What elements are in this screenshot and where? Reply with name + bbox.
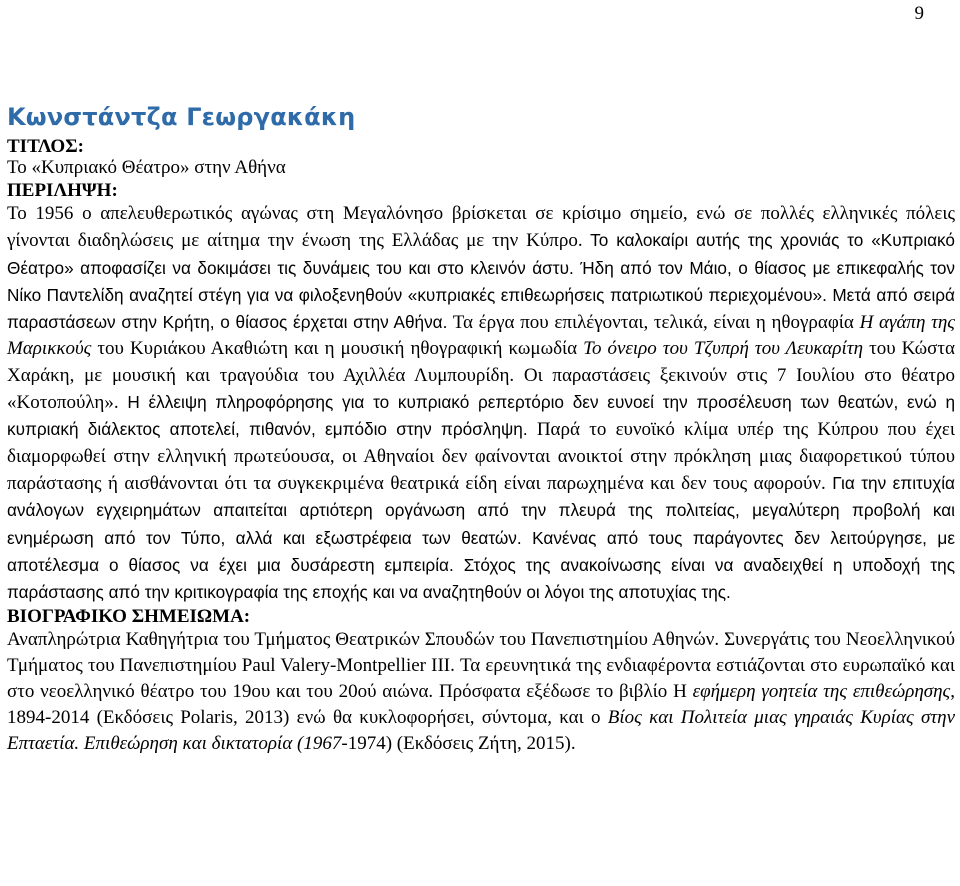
- book-title-epitheorisi: εφήμερη γοητεία της επιθεώρησης: [692, 681, 951, 703]
- book-title-vios: Βίος και Πολιτεία μιας γηραιάς Κυρίας στην Επταετία. Επιθεώρηση και δικτατορία (1967: [7, 706, 956, 754]
- paper-title: Το «Κυπριακό Θέατρο» στην Αθήνα: [7, 157, 286, 178]
- work-title-tzypris: Το όνειρο του Τζυπρή του Λευκαρίτη: [583, 338, 864, 360]
- title-label: ΤΙΤΛΟΣ:: [7, 136, 84, 157]
- bio-part-2: , 1894-2014 (Εκδόσεις Polaris, 2013) ενώ θα κυκλοφορήσει, σύντομα, και ο: [7, 681, 955, 728]
- summary-label: ΠΕΡΙΛΗΨΗ:: [7, 180, 118, 201]
- page-number: 9: [914, 3, 924, 24]
- summary-sentence-1: Το 1956 ο απελευθερωτικός αγώνας στη Μεγαλόνησο βρίσκεται σε κρίσιμο σημείο, ενώ σε πολλές ελληνικές πόλεις γίνονται διαδηλώσεις με αίτημα την ένωση της Ελλάδας με την Κύπρο.: [7, 203, 955, 252]
- bio-part-1: Αναπληρώτρια Καθηγήτρια του Τμήματος Θεατρικών Σπουδών του Πανεπιστημίου Αθηνών. Συνεργάτις του Νεοελληνικού Τμήματος του Πανεπιστημίου Paul Valery-Montpellier III. Τα ερευνητικά της ενδιαφέροντα εστιάζονται στο ευρωπαϊκό και στο νεοελληνικό θέατρο του 19ου και του 20ού αιώνα. Πρόσφατα εξέδωσε το βιβλίο Η: [7, 629, 955, 703]
- summary-sentence-3b: του Κυριάκου Ακαθιώτη και η μουσική ηθογραφική κωμωδία: [91, 338, 584, 360]
- summary-sentence-3a: Τα έργα που επιλέγονται, τελικά, είναι η ηθογραφία: [447, 312, 860, 334]
- summary-text: [7, 201, 955, 606]
- summary-sentence-2: Το καλοκαίρι αυτής της χρονιάς το «Κυπριακό Θέατρο» αποφασίζει να δοκιμάσει τις δυνάμεις του και στο κλεινόν άστυ. Ήδη από τον Μάιο, ο θίασος με επικεφαλής τον Νίκο Παντελίδη αναζητεί στέγη για να φιλοξενηθούν «κυπριακές επιθεωρήσεις πατριωτικού περιεχομένου». Μετά από σειρά παραστάσεων στην Κρήτη, ο θίασος έρχεται στην Αθήνα.: [7, 230, 955, 333]
- summary-sentence-5: Παρά το ευνοϊκό κλίμα υπέρ της Κύπρου που έχει διαμορφωθεί στην ελληνική πρωτεύουσα, οι Αθηναίοι δεν φαίνονται ανοικτοί στην πρόκληση μιας διαφορετικού τύπου παράστασης ή αισθάνονται ότι τα συγκεκριμένα θεατρικά είδη είναι παρωχημένα και δεν τους αφορούν.: [7, 419, 955, 494]
- summary-sentence-3c: του Κώστα Χαράκη, με μουσική και τραγούδια του Αχιλλέα Λυμπουρίδη. Οι παραστάσεις ξεκινούν στις 7 Ιουλίου στο θέατρο «Κοτοπούλη».: [7, 338, 955, 414]
- summary-sentence-4: Η έλλειψη πληροφόρησης για το κυπριακό ρεπερτόριο δεν ευνοεί την προσέλευση των θεατών, ενώ η κυπριακή διάλεκτος αποτελεί, πιθανόν, εμπόδιο στην πρόσληψη.: [7, 392, 955, 440]
- bio-label: ΒΙΟΓΡΑΦΙΚΟ ΣΗΜΕΙΩΜΑ:: [7, 606, 251, 628]
- summary-sentence-7: Στόχος της ανακοίνωσης είναι να αναδειχθεί η υποδοχή της παράστασης από την κριτικογραφία της εποχής και να αναζητηθούν οι λόγοι της αποτυχίας της.: [7, 554, 955, 603]
- work-title-marikkous: Η αγάπη της Μαρικκούς: [7, 312, 955, 360]
- summary-sentence-6: Για την επιτυχία ανάλογων εγχειρημάτων απαιτείται αρτιότερη οργάνωση από την πλευρά της πολιτείας, μεγαλύτερη προβολή και ενημέρωση από τον Τύπο, αλλά και εξωστρέφεια των θεατών. Κανένας από τους παράγοντες δεν λειτούργησε, με αποτέλεσμα ο θίασος να έχει μια δυσάρεστη εμπειρία.: [7, 472, 955, 575]
- bio-part-3: -1974) (Εκδόσεις Ζήτη, 2015).: [341, 732, 576, 754]
- document-body: [7, 100, 955, 756]
- bio-text: [7, 627, 955, 756]
- author-name: Κωνστάντζα Γεωργακάκη: [7, 103, 356, 131]
